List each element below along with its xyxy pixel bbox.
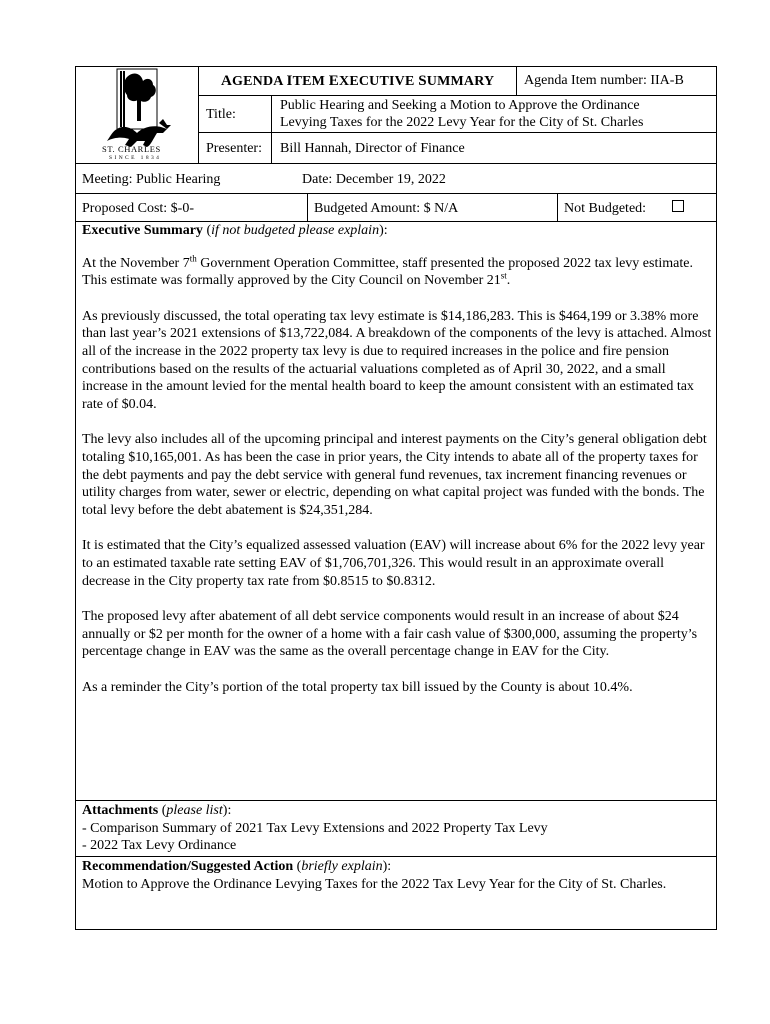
- divider: [198, 95, 717, 96]
- budgeted-amount-field: Budgeted Amount: $ N/A: [314, 201, 459, 216]
- executive-summary: [82, 222, 714, 714]
- executive-summary-heading: Executive Summary (if not budgeted please explain):: [82, 223, 388, 238]
- page-title: AGENDA ITEM EXECUTIVE SUMMARY: [221, 73, 495, 89]
- attachments-heading: Attachments (please list):: [82, 803, 232, 818]
- not-budgeted-label: Not Budgeted:: [564, 201, 647, 216]
- divider: [75, 856, 717, 857]
- logo-since-year: SINCE 1834: [109, 155, 162, 161]
- recommendation-text: Motion to Approve the Ordinance Levying Taxes for the 2022 Tax Levy Year for the City of St. Charles.: [82, 876, 667, 892]
- divider: [557, 193, 558, 221]
- presenter-value: Bill Hannah, Director of Finance: [280, 141, 465, 156]
- recommendation-section: [82, 858, 712, 893]
- attachments-section: [82, 802, 712, 855]
- divider: [75, 800, 717, 801]
- summary-paragraph: At the November 7th Government Operation Committee, staff presented the proposed 2022 tax levy estimate. This estimate was formally approved by the City Council on November 21st.: [82, 252, 693, 289]
- summary-paragraph: As a reminder the City’s portion of the total property tax bill issued by the County is about 10.4%.: [82, 679, 633, 695]
- logo-city-name: ST. CHARLES: [102, 144, 161, 154]
- summary-paragraph: As previously discussed, the total operating tax levy estimate is $14,186,283. This is $464,199 or 3.38% more than last year’s 2021 extensions of $13,722,084. A breakdown of the components of the levy is attached. Almost all of the increase in the 2022 property tax levy is due to required increases in the police and fire pension contributions based on the results of the actuarial valuations completed as of April 30, 2022, and a small increase in the amount levied for the mental health board to keep the amount consistent with an estimated tax rate of $0.04.: [82, 308, 712, 412]
- agenda-item-number: Agenda Item number: IIA-B: [524, 73, 684, 88]
- divider: [75, 193, 717, 194]
- title-label: Title:: [206, 107, 236, 122]
- title-line-2: Levying Taxes for the 2022 Levy Year for the City of St. Charles: [280, 115, 644, 130]
- summary-paragraph: It is estimated that the City’s equalized assessed valuation (EAV) will increase about 6% for the 2022 levy year to an estimated taxable rate setting EAV of $1,706,701,326. This would result in an approximate overall decrease in the City property tax rate from $0.8515 to $0.8312.: [82, 538, 705, 589]
- attachment-item: - Comparison Summary of 2021 Tax Levy Extensions and 2022 Property Tax Levy: [82, 820, 548, 836]
- divider: [271, 95, 272, 163]
- divider: [198, 132, 717, 133]
- summary-paragraph: The proposed levy after abatement of all debt service components would result in an increase of about $24 annually or $2 per month for the owner of a home with a fair cash value of $300,000, assuming the property’s percentage change in EAV was the same as the overall percentage change in EAV for the City.: [82, 609, 698, 660]
- divider: [516, 66, 517, 95]
- title-line-1: Public Hearing and Seeking a Motion to Approve the Ordinance: [280, 98, 640, 113]
- not-budgeted-checkbox[interactable]: [672, 200, 684, 212]
- date-field: Date: December 19, 2022: [302, 172, 446, 187]
- divider: [198, 66, 199, 163]
- divider: [75, 163, 717, 164]
- presenter-label: Presenter:: [206, 141, 262, 156]
- recommendation-heading: Recommendation/Suggested Action (briefly explain):: [82, 859, 392, 874]
- attachment-item: - 2022 Tax Levy Ordinance: [82, 838, 237, 853]
- proposed-cost-field: Proposed Cost: $-0-: [82, 201, 194, 216]
- summary-paragraph: The levy also includes all of the upcoming principal and interest payments on the City’s general obligation debt totaling $10,165,001. As has been the case in prior years, the City intends to abate all of the property taxes for the debt payments and pay the debt service with general fund revenues, tax increment financing revenues or utility charges from water, sewer or electric, depending on what capital project was funded with the bonds. The total levy before the debt abatement is $24,351,284.: [82, 432, 707, 518]
- divider: [307, 193, 308, 221]
- meeting-field: Meeting: Public Hearing: [82, 172, 221, 187]
